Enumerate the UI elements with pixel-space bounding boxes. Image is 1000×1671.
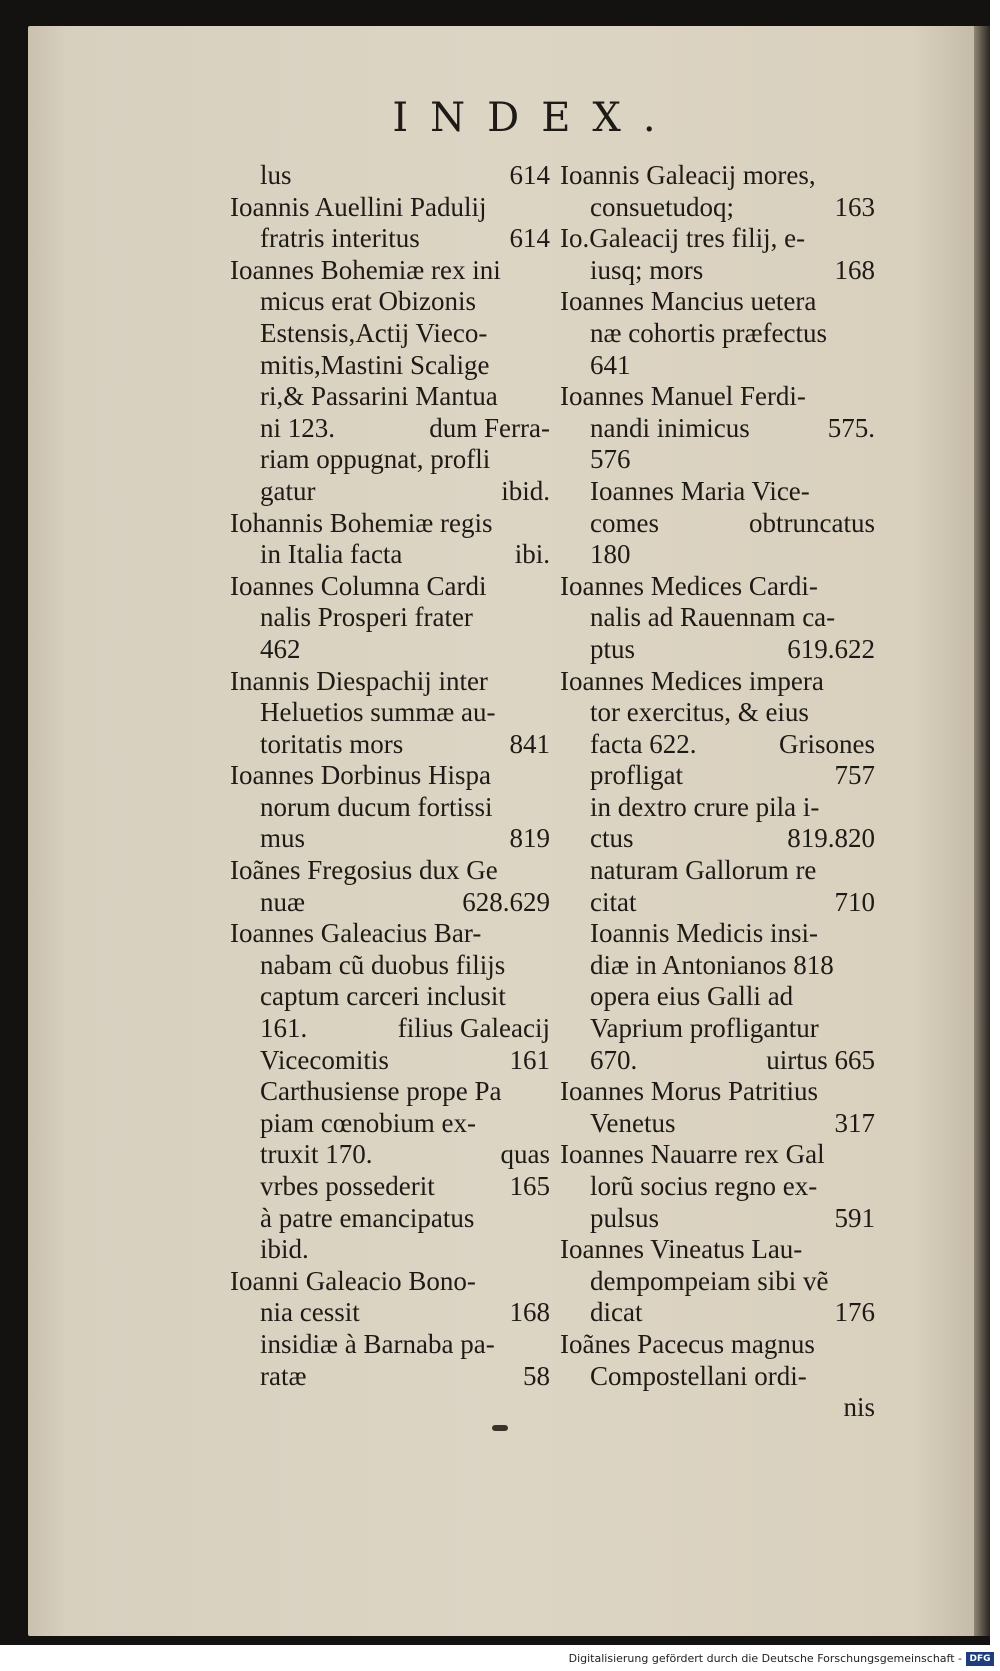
entry-text: nia cessit xyxy=(260,1297,360,1328)
index-entry-line xyxy=(230,729,550,761)
entry-text: naturam Gallorum re xyxy=(590,855,817,886)
entry-text: nandi inimicus xyxy=(590,412,750,443)
index-entry-line xyxy=(230,255,550,287)
entry-reference: dum Ferra- xyxy=(429,412,550,443)
entry-reference: 710 xyxy=(834,886,875,917)
index-entry-line xyxy=(230,1108,550,1140)
entry-reference: 819 xyxy=(509,823,550,854)
entry-reference: quas xyxy=(500,1139,550,1170)
index-entry-line xyxy=(560,602,875,634)
entry-text: ibid. xyxy=(260,1234,309,1265)
index-entry-line xyxy=(560,729,875,761)
index-entry-line xyxy=(560,760,875,792)
entry-text: Ioannes Bohemiæ rex ini xyxy=(230,254,501,285)
entry-reference: filius Galeacij xyxy=(397,1013,550,1044)
entry-text: dicat xyxy=(590,1297,643,1328)
entry-reference: 58 xyxy=(523,1360,550,1391)
entry-text: mitis,Mastini Scalige xyxy=(260,349,490,380)
index-entry-line xyxy=(230,571,550,603)
entry-reference: 819.820 xyxy=(787,823,875,854)
entry-text: lus xyxy=(260,160,292,190)
index-entry-line xyxy=(230,823,550,855)
page-gutter xyxy=(974,26,990,1636)
index-entry-line xyxy=(230,444,550,476)
entry-reference: uirtus 665 xyxy=(766,1044,875,1075)
index-entry-line xyxy=(560,792,875,824)
index-entry-line xyxy=(560,1171,875,1203)
entry-reference: 168 xyxy=(834,254,875,285)
entry-reference: 575. xyxy=(827,412,875,443)
digitization-footer: Digitalisierung gefördert durch die Deutsche Forschungsgemeinschaft - xyxy=(0,1647,1000,1671)
index-entry-line xyxy=(230,1045,550,1077)
index-entry-line xyxy=(230,887,550,919)
index-entry-line xyxy=(230,476,550,508)
entry-text: à patre emancipatus xyxy=(260,1202,475,1233)
entry-text: riam oppugnat, profli xyxy=(260,444,491,475)
entry-text: Estensis,Actij Vieco- xyxy=(260,317,488,348)
entry-text: nabam cũ duobus filijs xyxy=(260,949,506,980)
entry-text: iusq; mors xyxy=(590,254,704,285)
entry-text: Ioannes Dorbinus Hispa xyxy=(230,760,491,791)
index-entry-line xyxy=(560,1203,875,1235)
entry-text: ratæ xyxy=(260,1360,307,1391)
index-entry-line xyxy=(560,160,875,192)
index-entry-line xyxy=(560,823,875,855)
entry-reference: 317 xyxy=(834,1107,875,1138)
index-entry-line xyxy=(560,1234,875,1266)
index-entry-line xyxy=(230,792,550,824)
entry-text: comes xyxy=(590,507,659,538)
entry-text: micus erat Obizonis xyxy=(260,286,476,317)
entry-text: ni 123. xyxy=(260,412,336,443)
printer-mark xyxy=(492,1425,508,1431)
index-entry-line xyxy=(230,1297,550,1329)
entry-text: in dextro crure pila i- xyxy=(590,791,820,822)
entry-text: Venetus xyxy=(590,1107,676,1138)
entry-text: Vicecomitis xyxy=(260,1044,389,1075)
index-entry-line xyxy=(560,1329,875,1361)
entry-text: nuæ xyxy=(260,886,306,917)
index-entry-line xyxy=(560,318,875,350)
entry-text: piam cœnobium ex- xyxy=(260,1107,476,1138)
index-entry-line xyxy=(560,508,875,540)
entry-text: mus xyxy=(260,823,306,854)
entry-text: pulsus xyxy=(590,1202,660,1233)
entry-text: 161. xyxy=(260,1013,308,1044)
entry-text: ri,& Passarini Mantua xyxy=(260,381,498,412)
entry-text: insidiæ à Barnaba pa- xyxy=(260,1328,495,1359)
entry-text: norum ducum fortissi xyxy=(260,791,493,822)
entry-text: profligat xyxy=(590,760,683,791)
entry-text: 670. xyxy=(590,1044,638,1075)
index-entry-line xyxy=(560,918,875,950)
index-entry-line xyxy=(230,192,550,224)
index-entry-line xyxy=(560,1266,875,1298)
entry-text: 462 xyxy=(260,633,301,664)
index-entry-line xyxy=(560,381,875,413)
entry-text: Ioannes Manuel Ferdi- xyxy=(560,381,806,412)
index-entry-line xyxy=(560,1045,875,1077)
entry-text: Iohannis Bohemiæ regis xyxy=(230,507,493,538)
index-entry-line xyxy=(230,539,550,571)
entry-text: 576 xyxy=(590,444,631,475)
index-entry-line xyxy=(230,318,550,350)
index-entry-line xyxy=(560,697,875,729)
entry-text: 641 xyxy=(590,349,631,380)
index-entry-line xyxy=(230,1171,550,1203)
index-entry-line xyxy=(560,444,875,476)
entry-text: Ioannes Columna Cardi xyxy=(230,570,487,601)
index-entry-line xyxy=(230,160,550,192)
index-entry-line xyxy=(560,1108,875,1140)
entry-text: Ioannis Auellini Padulij xyxy=(230,191,487,222)
entry-text: 180 xyxy=(590,539,631,570)
index-entry-line xyxy=(560,1139,875,1171)
index-entry-line xyxy=(560,223,875,255)
entry-text: Ioanni Galeacio Bono- xyxy=(230,1265,476,1296)
index-entry-line xyxy=(560,539,875,571)
entry-reference: 165 xyxy=(509,1171,550,1201)
entry-reference: 841 xyxy=(509,728,550,759)
entry-text: Vaprium profligantur xyxy=(590,1013,819,1044)
entry-text: citat xyxy=(590,886,637,917)
index-entry-line xyxy=(230,1234,550,1266)
entry-text: ptus xyxy=(590,633,636,664)
entry-reference: 168 xyxy=(509,1297,550,1328)
entry-reference: obtruncatus xyxy=(749,507,875,538)
entry-text: næ cohortis præfectus xyxy=(590,317,827,348)
index-entry-line xyxy=(230,981,550,1013)
index-entry-line xyxy=(230,634,550,666)
index-entry-line xyxy=(230,350,550,382)
entry-text: Ioannes Maria Vice- xyxy=(590,475,810,506)
entry-reference: 591 xyxy=(834,1202,875,1233)
entry-text: Ioannis Galeacij mores, xyxy=(560,160,816,190)
entry-reference: 619.622 xyxy=(787,633,875,664)
index-entry-line xyxy=(230,381,550,413)
index-entry-line xyxy=(560,255,875,287)
index-entry-line xyxy=(230,413,550,445)
entry-text: Io.Galeacij tres filij, e- xyxy=(560,223,806,254)
index-entry-line xyxy=(560,981,875,1013)
entry-text: gatur xyxy=(260,475,316,506)
index-entry-line xyxy=(560,286,875,318)
entry-text: Heluetios summæ au- xyxy=(260,697,496,728)
entry-text: captum carceri inclusit xyxy=(260,981,506,1012)
index-entry-line xyxy=(560,571,875,603)
entry-text: Ioannes Mancius uetera xyxy=(560,286,817,317)
entry-text: facta 622. xyxy=(590,728,697,759)
entry-text: Ioannis Medicis insi- xyxy=(590,918,818,949)
entry-text: Ioannes Morus Patritius xyxy=(560,1076,818,1107)
entry-text: vrbes possederit xyxy=(260,1171,435,1201)
entry-text: Ioannes Medices impera xyxy=(560,665,824,696)
entry-text: opera eius Galli ad xyxy=(590,981,794,1012)
index-entry-line xyxy=(560,413,875,445)
entry-reference: 757 xyxy=(834,760,875,791)
entry-text: Compostellani ordi- xyxy=(590,1360,807,1391)
index-entry-line xyxy=(230,1266,550,1298)
entry-text: Ioãnes Fregosius dux Ge xyxy=(230,855,498,886)
entry-text: nalis ad Rauennam ca- xyxy=(590,602,836,633)
index-entry-line xyxy=(230,508,550,540)
index-entry-line xyxy=(560,476,875,508)
entry-text: lorũ socius regno ex- xyxy=(590,1171,818,1201)
index-entry-line xyxy=(230,697,550,729)
entry-text: toritatis mors xyxy=(260,728,404,759)
index-entry-line xyxy=(230,1076,550,1108)
index-entry-line xyxy=(560,855,875,887)
entry-text: Inannis Diespachij inter xyxy=(230,665,488,696)
entry-text: in Italia facta xyxy=(260,539,403,570)
index-entry-line xyxy=(230,1329,550,1361)
entry-text: Carthusiense prope Pa xyxy=(260,1076,502,1107)
index-entry-line xyxy=(560,887,875,919)
entry-text: ctus xyxy=(590,823,634,854)
entry-text: Ioannes Nauarre rex Gal xyxy=(560,1139,825,1170)
entry-reference: Grisones xyxy=(779,728,875,759)
entry-reference: 614 xyxy=(509,223,550,254)
entry-text: diæ in Antonianos 818 xyxy=(590,949,834,980)
entry-reference: 614 xyxy=(509,160,550,190)
entry-reference: ibi. xyxy=(514,539,550,570)
index-entry-line xyxy=(560,1297,875,1329)
entry-text: consuetudoq; xyxy=(590,191,734,222)
index-entry-line xyxy=(230,1013,550,1045)
index-entry-line xyxy=(560,1076,875,1108)
index-entry-line xyxy=(560,192,875,224)
index-entry-line xyxy=(560,1013,875,1045)
index-entry-line xyxy=(560,350,875,382)
running-head: INDEX. xyxy=(392,95,678,141)
dfg-logo: DFG xyxy=(966,1652,994,1666)
index-entry-line xyxy=(560,950,875,982)
entry-text: nalis Prosperi frater xyxy=(260,602,473,633)
index-entry-line xyxy=(230,1203,550,1235)
index-entry-line xyxy=(230,855,550,887)
entry-text: fratris interitus xyxy=(260,223,420,254)
entry-text: Ioãnes Pacecus magnus xyxy=(560,1328,815,1359)
index-entry-line xyxy=(560,1361,875,1393)
index-column-left xyxy=(230,160,550,1392)
index-entry-line xyxy=(230,1139,550,1171)
index-entry-line xyxy=(230,666,550,698)
entry-text: Ioannes Vineatus Lau- xyxy=(560,1234,803,1265)
entry-reference: nis xyxy=(843,1392,875,1423)
entry-reference: 163 xyxy=(834,191,875,222)
index-entry-line xyxy=(560,1392,875,1424)
entry-text: dempompeiam sibi vẽ xyxy=(590,1265,829,1296)
entry-text: tor exercitus, & eius xyxy=(590,697,809,728)
entry-text: Ioannes Galeacius Bar- xyxy=(230,918,482,949)
entry-text: truxit 170. xyxy=(260,1139,373,1170)
entry-reference: 628.629 xyxy=(462,886,550,917)
entry-reference: 161 xyxy=(509,1044,550,1075)
index-entry-line xyxy=(230,760,550,792)
index-entry-line xyxy=(230,602,550,634)
index-entry-line xyxy=(560,634,875,666)
entry-reference: ibid. xyxy=(501,475,550,506)
index-entry-line xyxy=(230,286,550,318)
index-entry-line xyxy=(230,918,550,950)
index-entry-line xyxy=(560,666,875,698)
entry-text: Ioannes Medices Cardi- xyxy=(560,570,818,601)
index-entry-line xyxy=(230,223,550,255)
index-entry-line xyxy=(230,950,550,982)
index-entry-line xyxy=(230,1361,550,1393)
entry-reference: 176 xyxy=(834,1297,875,1328)
index-column-right xyxy=(560,160,875,1424)
